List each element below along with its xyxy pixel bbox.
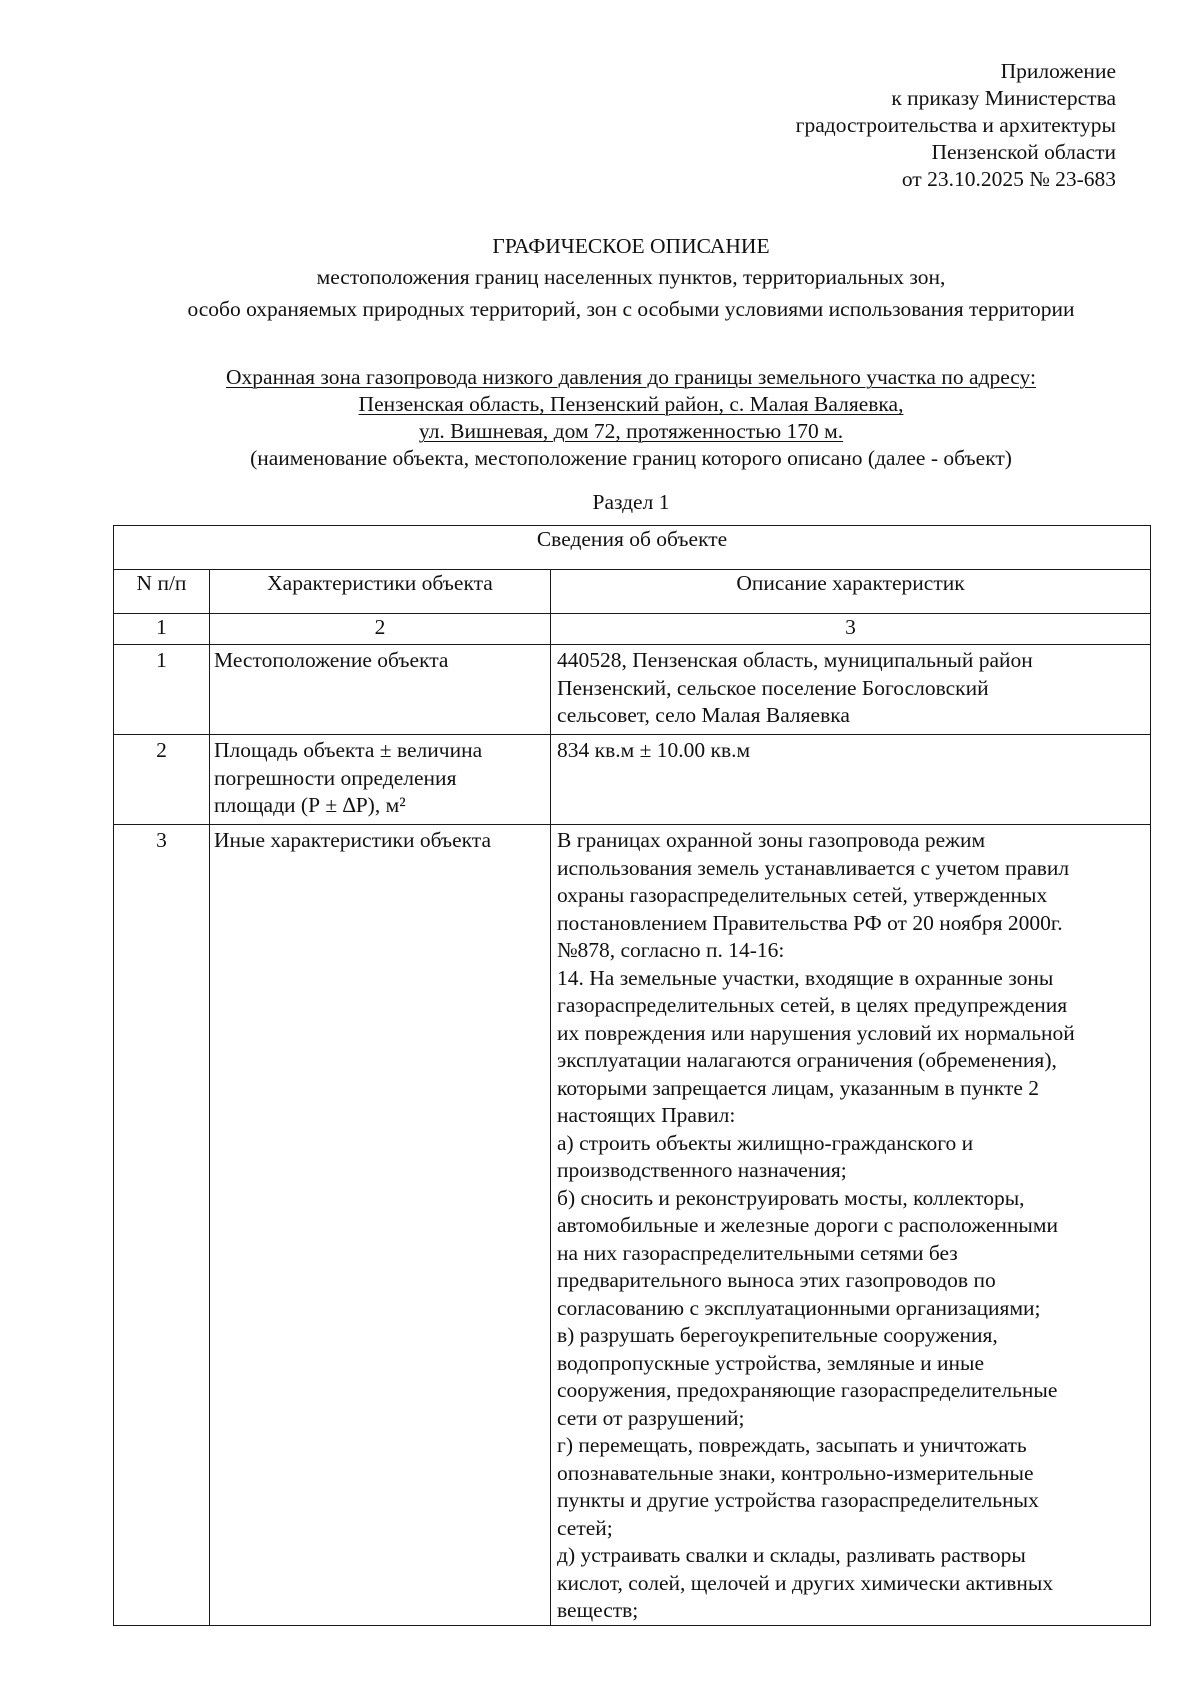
- row-characteristic: [210, 645, 551, 735]
- description-line: автомобильные и железные дороги с расположенными: [557, 1213, 1058, 1237]
- table-row: [114, 645, 1151, 735]
- description-line: в) разрушать берегоукрепительные сооружения,: [557, 1323, 998, 1347]
- description-line: б) сносить и реконструировать мосты, коллекторы,: [557, 1185, 1025, 1210]
- row-characteristic: [210, 825, 551, 1626]
- description-line: д) устраивать свалки и склады, разливать растворы: [557, 1543, 1026, 1567]
- description-line: опознавательные знаки, контрольно-измерительные: [557, 1460, 1034, 1485]
- description-line: использования земель устанавливается с учетом правил: [557, 855, 1070, 880]
- object-name-line: ул. Вишневая, дом 72, протяженностью 170 м.: [418, 419, 844, 443]
- column-number: 1: [114, 614, 210, 645]
- column-header-number: N п/п: [114, 570, 210, 614]
- object-name-caption: (наименование объекта, местоположение границ которого описано (далее - объект): [250, 446, 1012, 470]
- characteristic-line: Местоположение объекта: [214, 648, 449, 672]
- description-line: №878, согласно п. 14-16:: [557, 938, 785, 962]
- description-line: 14. На земельные участки, входящие в охранные зоны: [557, 965, 1054, 990]
- description-line: сети от разрушений;: [557, 1405, 745, 1430]
- appendix-line: Приложение: [1000, 59, 1116, 83]
- characteristic-line: площади (Р ± ∆Р), м²: [214, 793, 406, 817]
- row-description: [551, 645, 1151, 735]
- description-line: 440528, Пензенская область, муниципальный район: [557, 648, 1033, 672]
- column-number: 3: [551, 614, 1151, 645]
- appendix-block: [796, 58, 1116, 193]
- description-line: их повреждения или нарушения условий их нормальной: [557, 1020, 1075, 1045]
- description-line: 834 кв.м ± 10.00 кв.м: [557, 738, 751, 762]
- row-characteristic: [210, 735, 551, 825]
- appendix-line: Пензенской области: [931, 140, 1116, 164]
- object-name-line: Охранная зона газопровода низкого давления до границы земельного участка по адресу:: [226, 365, 1036, 389]
- row-number: 2: [114, 735, 210, 825]
- row-number: 3: [114, 825, 210, 1626]
- description-line: настоящих Правил:: [557, 1103, 736, 1127]
- description-line: которыми запрещается лицам, указанным в пункте 2: [557, 1075, 1040, 1100]
- document-subtitle-line: особо охраняемых природных территорий, зон с особыми условиями использования территории: [187, 297, 1075, 321]
- characteristic-line: погрешности определения: [214, 765, 457, 790]
- description-line: В границах охранной зоны газопровода режим: [557, 828, 986, 852]
- description-line: сельсовет, село Малая Валяевка: [557, 703, 850, 727]
- table-row: [114, 825, 1151, 1626]
- description-line: охраны газораспределительных сетей, утвержденных: [557, 883, 1048, 907]
- characteristic-line: Площадь объекта ± величина: [214, 738, 483, 762]
- description-line: сооружения, предохраняющие газораспределительные: [557, 1378, 1058, 1402]
- description-line: кислот, солей, щелочей и других химически активных: [557, 1570, 1054, 1595]
- object-name-block: [0, 364, 1200, 472]
- description-line: эксплуатации налагаются ограничения (обременения),: [557, 1048, 1057, 1072]
- description-line: согласованию с эксплуатационными организациями;: [557, 1295, 1041, 1320]
- appendix-line: градостроительства и архитектуры: [795, 113, 1116, 137]
- object-name-line: Пензенская область, Пензенский район, с. Малая Валяевка,: [358, 392, 904, 416]
- appendix-line: к приказу Министерства: [891, 86, 1116, 110]
- description-line: постановлением Правительства РФ от 20 ноября 2000г.: [557, 910, 1063, 935]
- row-description: [551, 735, 1151, 825]
- section-label: Раздел 1: [592, 490, 670, 514]
- description-line: Пензенский, сельское поселение Богословский: [557, 675, 989, 700]
- description-line: пункты и другие устройства газораспределительных: [557, 1488, 1039, 1512]
- object-info-table: [113, 525, 1151, 1626]
- description-line: газораспределительных сетей, в целях предупреждения: [557, 993, 1068, 1017]
- description-line: предварительного выноса этих газопроводов по: [557, 1268, 996, 1292]
- column-number: 2: [210, 614, 551, 645]
- document-title-block: [0, 232, 1200, 325]
- row-number: 1: [114, 645, 210, 735]
- table-row: [114, 735, 1151, 825]
- document-subtitle-line: местоположения границ населенных пунктов, территориальных зон,: [316, 265, 946, 289]
- description-line: производственного назначения;: [557, 1158, 847, 1182]
- description-line: сетей;: [557, 1515, 613, 1540]
- description-line: г) перемещать, повреждать, засыпать и уничтожать: [557, 1433, 1027, 1457]
- column-header-description: Описание характеристик: [551, 570, 1151, 614]
- column-header-characteristic: Характеристики объекта: [210, 570, 551, 614]
- row-description: [551, 825, 1151, 1626]
- description-line: веществ;: [557, 1598, 639, 1622]
- table-caption: Сведения об объекте: [114, 526, 1151, 570]
- characteristic-line: Иные характеристики объекта: [214, 828, 492, 852]
- description-line: водопропускные устройства, земляные и иные: [557, 1350, 985, 1375]
- description-line: а) строить объекты жилищно-гражданского и: [557, 1130, 974, 1155]
- document-title: ГРАФИЧЕСКОЕ ОПИСАНИЕ: [492, 234, 770, 258]
- appendix-order-date: от 23.10.2025 № 23-683: [901, 167, 1116, 191]
- description-line: на них газораспределительными сетями без: [557, 1240, 958, 1265]
